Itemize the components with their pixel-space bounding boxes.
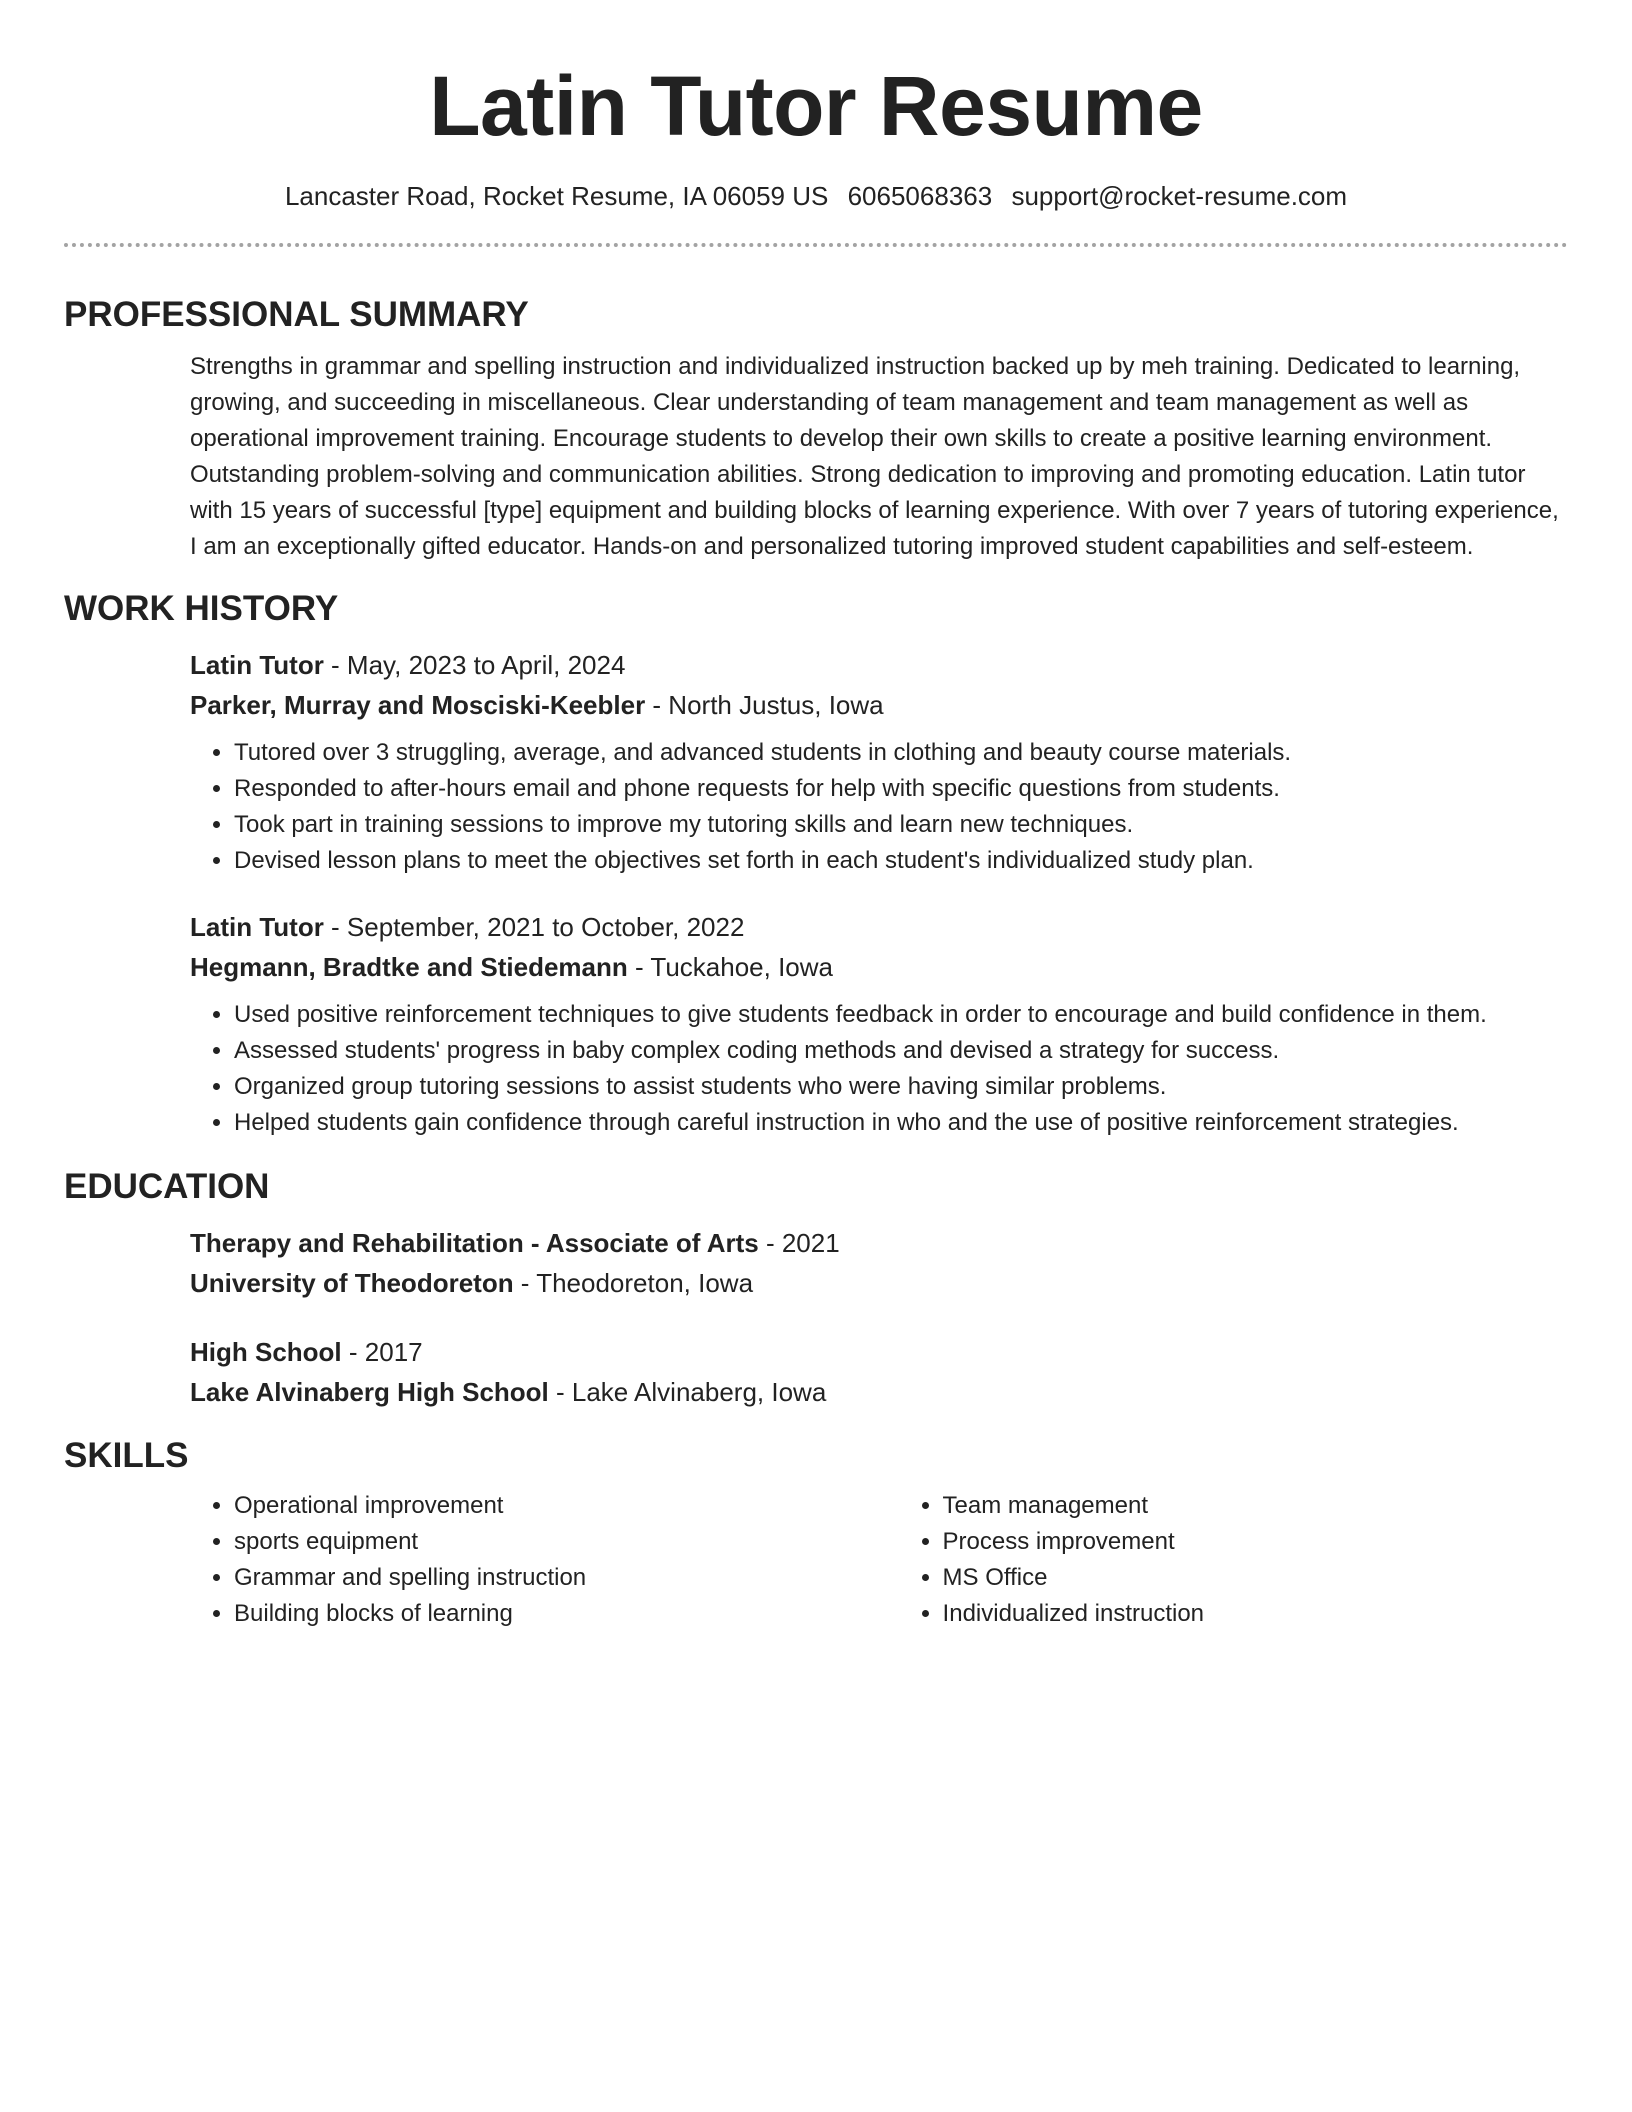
contact-phone: 6065068363	[847, 181, 993, 211]
list-item: • MS Office	[943, 1560, 1568, 1596]
contact-address: Lancaster Road, Rocket Resume, IA 06059 US	[284, 181, 829, 211]
job-duties-list	[190, 735, 1568, 879]
education-entry	[190, 1332, 1568, 1412]
education-entry	[190, 1223, 1568, 1303]
education-heading: EDUCATION	[64, 1167, 270, 1206]
job-location: - Tuckahoe, Iowa	[627, 952, 833, 982]
job-dates: - May, 2023 to April, 2024	[323, 650, 626, 680]
job-entry	[190, 645, 1568, 879]
contact-line	[0, 179, 1632, 213]
list-item: • Organized group tutoring sessions to assist students who were having similar problems.	[234, 1069, 1568, 1105]
job-title-line	[190, 907, 1568, 947]
work-history-heading: WORK HISTORY	[64, 589, 339, 628]
job-company: Hegmann, Bradtke and Stiedemann	[190, 952, 628, 982]
school-line	[190, 1372, 1568, 1412]
skills-heading: SKILLS	[64, 1436, 189, 1475]
list-item: • Helped students gain confidence through careful instruction in who and the use of positive reinforcement strategies.	[234, 1105, 1568, 1141]
degree: High School	[190, 1337, 342, 1367]
list-item: • Team management	[943, 1488, 1568, 1524]
education-section	[64, 1165, 1568, 1412]
skills-grid	[190, 1488, 1568, 1632]
job-company-line	[190, 947, 1568, 987]
job-company-line	[190, 685, 1568, 725]
graduation-year: - 2021	[758, 1228, 840, 1258]
work-history-section	[64, 587, 1568, 1141]
skills-list-left	[190, 1488, 899, 1632]
school-name: Lake Alvinaberg High School	[190, 1377, 549, 1407]
job-entry	[190, 907, 1568, 1141]
contact-email: support@rocket-resume.com	[1011, 181, 1348, 211]
job-role: Latin Tutor	[190, 912, 324, 942]
job-title-line	[190, 645, 1568, 685]
degree-line	[190, 1223, 1568, 1263]
graduation-year: - 2017	[341, 1337, 423, 1367]
job-company: Parker, Murray and Mosciski-Keebler	[190, 690, 646, 720]
list-item: • sports equipment	[234, 1524, 899, 1560]
resume-header	[0, 0, 1632, 213]
header-divider	[64, 243, 1568, 247]
list-item: • Process improvement	[943, 1524, 1568, 1560]
list-item: • Grammar and spelling instruction	[234, 1560, 899, 1596]
list-item: • Took part in training sessions to improve my tutoring skills and learn new techniques.	[234, 807, 1568, 843]
list-item: • Responded to after-hours email and phone requests for help with specific questions from students.	[234, 771, 1568, 807]
list-item: • Assessed students' progress in baby complex coding methods and devised a strategy for success.	[234, 1033, 1568, 1069]
summary-text: Strengths in grammar and spelling instruction and individualized instruction backed up by meh training. Dedicated to learning, growing, and succeeding in miscellaneous. Clear understanding of team management and team management as well as operational improvement training. Encourage students to develop their own skills to create a positive learning environment. Outstanding problem-solving and communication abilities. Strong dedication to improving and promoting education. Latin tutor with 15 years of successful [type] equipment and building blocks of learning experience. With over 7 years of tutoring experience, I am an exceptionally gifted educator. Hands-on and personalized tutoring improved student capabilities and self-esteem.	[190, 353, 1559, 560]
skills-section	[64, 1434, 1568, 1632]
school-line	[190, 1263, 1568, 1303]
school-name: University of Theodoreton	[190, 1268, 514, 1298]
degree-line	[190, 1332, 1568, 1372]
degree: Therapy and Rehabilitation - Associate of Arts	[190, 1228, 759, 1258]
list-item: • Used positive reinforcement techniques to give students feedback in order to encourage and build confidence in them.	[234, 997, 1568, 1033]
job-duties-list	[190, 997, 1568, 1141]
list-item: • Tutored over 3 struggling, average, and advanced students in clothing and beauty course materials.	[234, 735, 1568, 771]
job-location: - North Justus, Iowa	[645, 690, 884, 720]
skills-list-right	[899, 1488, 1568, 1632]
list-item: • Devised lesson plans to meet the objectives set forth in each student's individualized study plan.	[234, 843, 1568, 879]
job-dates: - September, 2021 to October, 2022	[323, 912, 745, 942]
job-role: Latin Tutor	[190, 650, 324, 680]
school-location: - Lake Alvinaberg, Iowa	[548, 1377, 827, 1407]
school-location: - Theodoreton, Iowa	[513, 1268, 754, 1298]
list-item: • Individualized instruction	[943, 1596, 1568, 1632]
summary-section	[64, 293, 1568, 565]
resume-title: Latin Tutor Resume	[429, 59, 1203, 153]
list-item: • Building blocks of learning	[234, 1596, 899, 1632]
list-item: • Operational improvement	[234, 1488, 899, 1524]
summary-heading: PROFESSIONAL SUMMARY	[64, 295, 529, 334]
